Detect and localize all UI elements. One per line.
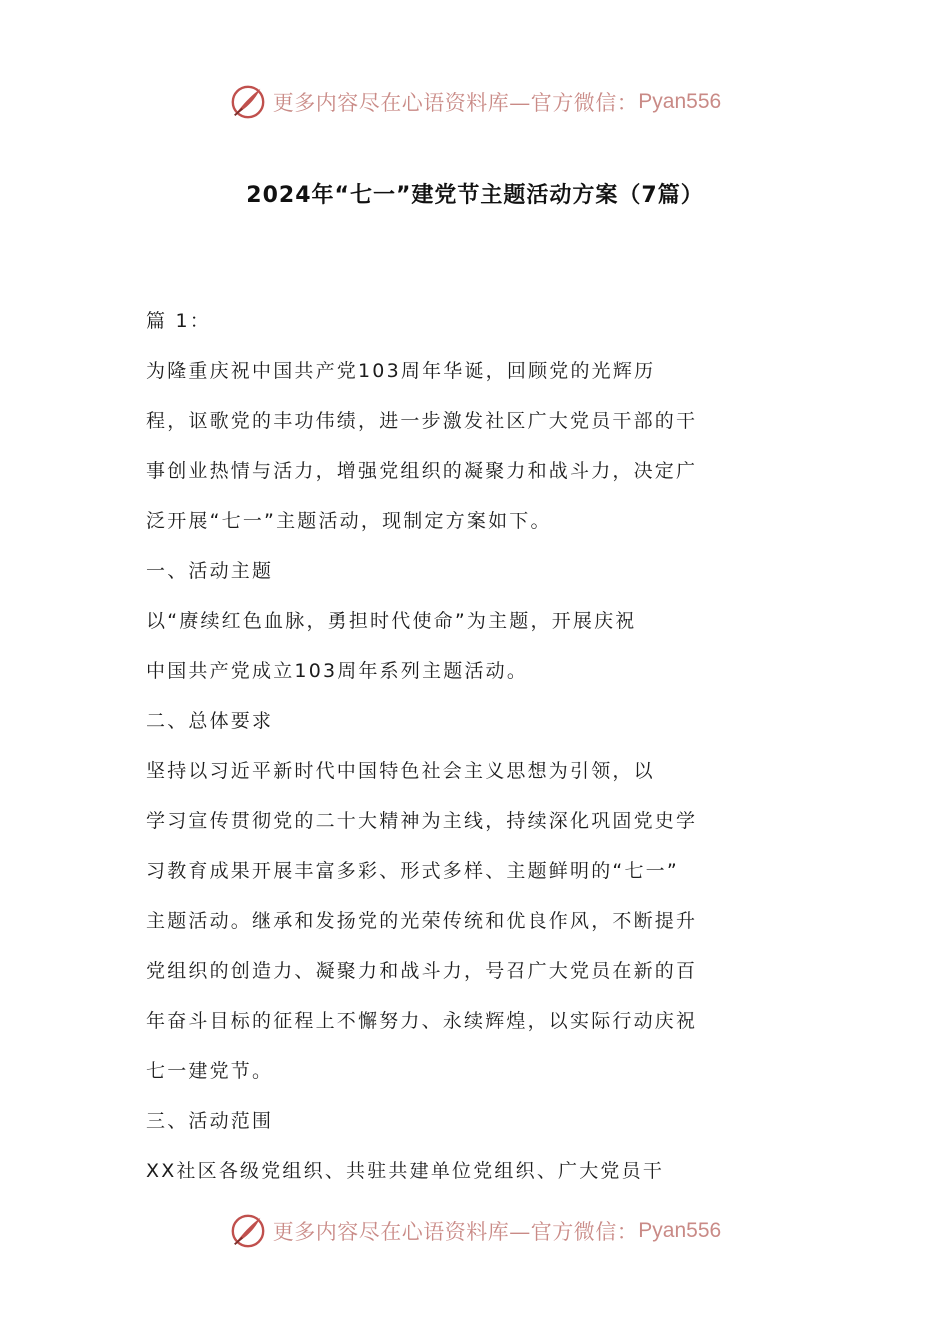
heading-general-requirements: 二、总体要求	[146, 710, 274, 732]
paragraph-line: 年奋斗目标的征程上不懈努力、永续辉煌，以实际行动庆祝	[146, 1010, 698, 1032]
quill-logo-icon	[229, 83, 267, 121]
paragraph-line: 事创业热情与活力，增强党组织的凝聚力和战斗力，决定广	[146, 460, 698, 482]
paragraph-line: 党组织的创造力、凝聚力和战斗力，号召广大党员在新的百	[146, 960, 698, 982]
paragraph-line: 为隆重庆祝中国共产党103周年华诞，回顾党的光辉历	[146, 360, 656, 382]
document-title: 2024年“七一”建党节主题活动方案（7篇）	[246, 183, 704, 208]
paragraph-line: 七一建党节。	[146, 1060, 274, 1082]
paragraph-line: 主题活动。继承和发扬党的光荣传统和优良作风，不断提升	[146, 910, 698, 932]
paragraph-line: 习教育成果开展丰富多彩、形式多样、主题鲜明的“七一”	[146, 860, 679, 882]
watermark-wechat-id: Pyan556	[638, 90, 722, 113]
paragraph-line: 泛开展“七一”主题活动，现制定方案如下。	[146, 510, 552, 532]
quill-logo-icon	[229, 1212, 267, 1250]
watermark-text: 更多内容尽在心语资料库—官方微信：	[272, 1220, 639, 1244]
paragraph-line: XX社区各级党组织、共驻共建单位党组织、广大党员干	[146, 1160, 665, 1182]
paragraph-line: 以“赓续红色血脉，勇担时代使命”为主题，开展庆祝	[146, 610, 637, 632]
heading-activity-scope: 三、活动范围	[146, 1110, 274, 1132]
paragraph-line: 学习宣传贯彻党的二十大精神为主线，持续深化巩固党史学	[146, 810, 698, 832]
section-label: 篇 1：	[146, 310, 211, 332]
paragraph-line: 中国共产党成立103周年系列主题活动。	[146, 660, 529, 682]
footer-watermark	[0, 1209, 950, 1253]
paragraph-line: 程，讴歌党的丰功伟绩，进一步激发社区广大党员干部的干	[146, 410, 698, 432]
heading-activity-theme: 一、活动主题	[146, 560, 274, 582]
header-watermark	[0, 80, 950, 124]
watermark-text: 更多内容尽在心语资料库—官方微信：	[272, 91, 639, 115]
watermark-wechat-id: Pyan556	[638, 1219, 722, 1242]
paragraph-line: 坚持以习近平新时代中国特色社会主义思想为引领，以	[146, 760, 655, 782]
document-body	[146, 296, 746, 1196]
